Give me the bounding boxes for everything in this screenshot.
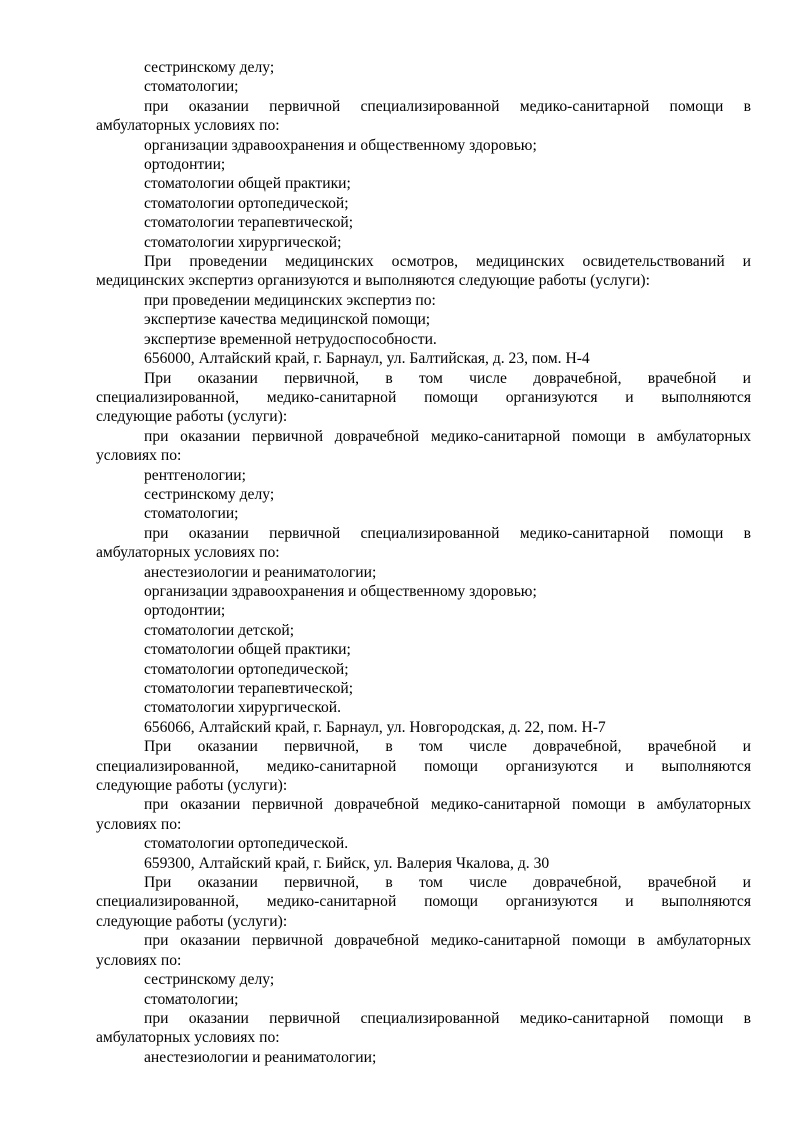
text-line: экспертизе временной нетрудоспособности. [144,330,437,348]
text-line: экспертизе качества медицинской помощи; [144,311,431,329]
text-line: 659300, Алтайский край, г. Бийск, ул. Валерия Чкалова, д. 30 [144,854,550,872]
paragraph-line: При оказании первичной, в том числе доврачебной, врачебной и [144,738,751,756]
paragraph-line: условиях по: [96,447,182,465]
text-line: 656066, Алтайский край, г. Барнаул, ул. Новгородская, д. 22, пом. Н-7 [144,718,606,736]
paragraph-line: При оказании первичной, в том числе доврачебной, врачебной и [144,874,751,892]
text-line: организации здравоохранения и общественному здоровью; [144,136,537,154]
paragraph-line: следующие работы (услуги): [96,777,288,795]
paragraph-line: амбулаторных условиях по: [96,117,280,135]
paragraph-line: специализированной, медико-санитарной помощи организуются и выполняются [96,388,751,406]
text-line: анестезиологии и реаниматологии; [144,563,377,581]
text-line: стоматологии ортопедической. [144,835,349,853]
text-line: стоматологии ортопедической; [144,660,349,678]
paragraph-line: медицинских экспертиз организуются и выполняются следующие работы (услуги): [96,272,650,290]
text-line: сестринскому делу; [144,59,275,76]
text-line: сестринскому делу; [144,485,275,503]
text-line: стоматологии терапевтической; [144,214,354,232]
text-line: стоматологии ортопедической; [144,194,349,212]
text-line: стоматологии; [144,505,239,523]
text-line: стоматологии хирургической. [144,699,342,717]
paragraph-line: при оказании первичной специализированной медико-санитарной помощи в [144,524,751,542]
paragraph-line: при оказании первичной доврачебной медико-санитарной помощи в амбулаторных [144,796,751,814]
paragraph-line: специализированной, медико-санитарной помощи организуются и выполняются [96,757,751,775]
text-line: рентгенологии; [144,466,246,484]
paragraph-line: При проведении медицинских осмотров, медицинских освидетельствований и [144,253,751,271]
text-line: стоматологии детской; [144,621,295,639]
paragraph-line: при оказании первичной доврачебной медико-санитарной помощи в амбулаторных [144,932,751,950]
text-line: стоматологии хирургической; [144,233,342,251]
text-line: стоматологии общей практики; [144,175,351,193]
paragraph-line: следующие работы (услуги): [96,408,288,426]
text-line: организации здравоохранения и общественному здоровью; [144,582,537,600]
text-line: ортодонтии; [144,602,226,620]
text-line: сестринскому делу; [144,971,275,989]
text-line: ортодонтии; [144,156,226,174]
text-line: стоматологии общей практики; [144,641,351,659]
paragraph-line: специализированной, медико-санитарной помощи организуются и выполняются [96,893,751,911]
paragraph-line: следующие работы (услуги): [96,912,288,930]
text-line: стоматологии; [144,78,239,96]
paragraph-line: при оказании первичной специализированной медико-санитарной помощи в [144,97,751,115]
text-line: при проведении медицинских экспертиз по: [144,291,436,309]
text-line: стоматологии терапевтической; [144,680,354,697]
paragraph-line: При оказании первичной, в том числе доврачебной, врачебной и [144,369,751,387]
paragraph-line: амбулаторных условиях по: [96,1029,280,1047]
paragraph-line: условиях по: [96,815,182,833]
paragraph-line: при оказании первичной специализированной медико-санитарной помощи в [144,1009,751,1027]
paragraph-line: при оказании первичной доврачебной медико-санитарной помощи в амбулаторных [144,427,751,445]
paragraph-line: условиях по: [96,951,182,969]
text-line: анестезиологии и реаниматологии; [144,1048,377,1066]
text-line: стоматологии; [144,990,239,1008]
text-line: 656000, Алтайский край, г. Барнаул, ул. Балтийская, д. 23, пом. Н-4 [144,350,590,368]
paragraph-line: амбулаторных условиях по: [96,544,280,562]
document-page [96,58,751,1067]
